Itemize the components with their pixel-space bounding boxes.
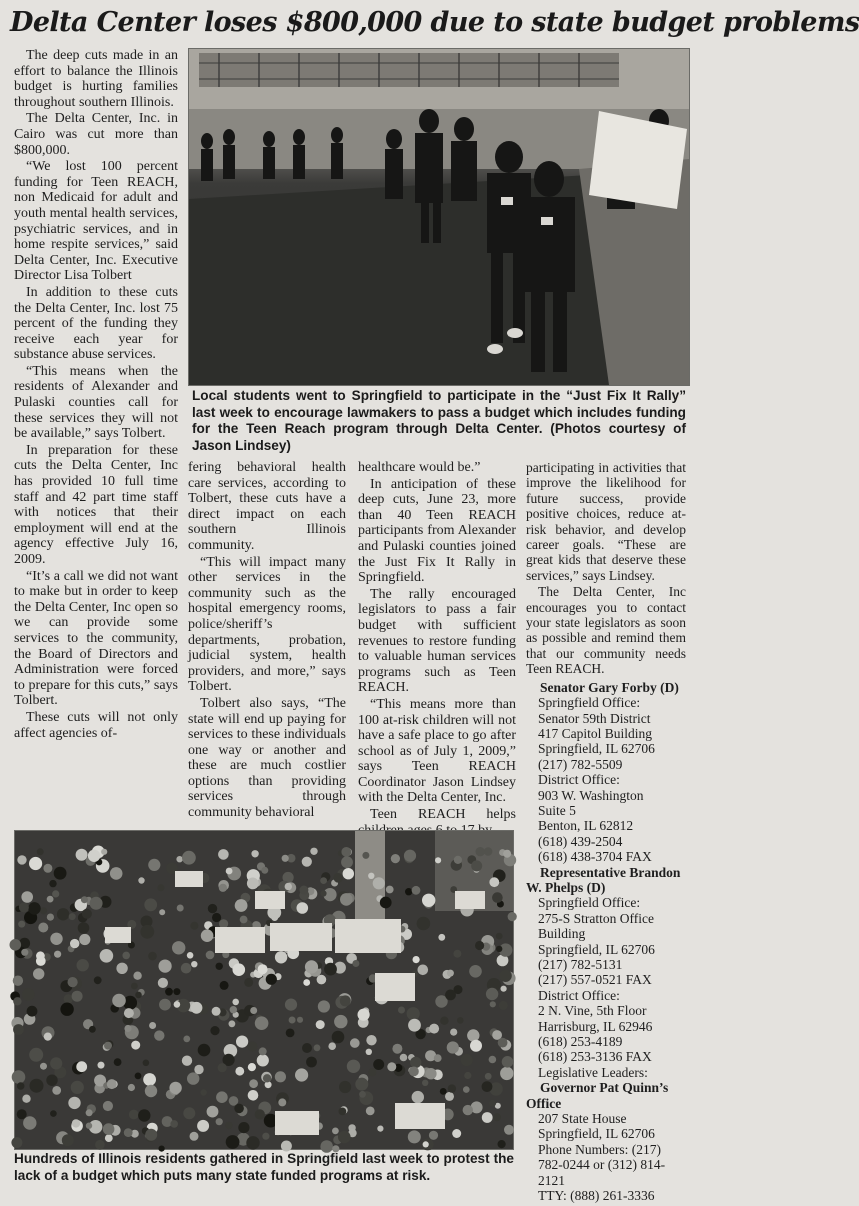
contact-line: TTY: (888) 261-3336 <box>538 1188 655 1204</box>
contact-line: 2 N. Vine, 5th Floor <box>538 1003 647 1019</box>
paragraph: Tolbert also says, “The state will end up paying for services to these individuals one way or another and these are much costlier options than providing services through community behavioral <box>188 695 346 821</box>
article-column-2 <box>188 460 346 826</box>
contact-name: Representative Brandon W. Phelps (D) <box>526 864 681 895</box>
legislator-contacts <box>526 680 686 1204</box>
contact-line: District Office: <box>538 772 620 788</box>
paragraph: “We lost 100 percent funding for Teen REACH, non Medicaid for adult and youth mental health services, psychiatric services, and in home respite services,” said Delta Center, Inc. Executive Director Lisa Tolbert <box>14 159 178 284</box>
article-column-1 <box>14 48 178 824</box>
students-rally-photo <box>188 48 690 386</box>
paragraph: healthcare would be.” <box>358 460 481 475</box>
paragraph: The rally encouraged legislators to pass a fair budget with sufficient revenues to restore funding to valuable human services programs such as Teen REACH. <box>358 586 516 696</box>
contact-line: Phone Numbers: (217) 782-0244 or (312) 814-2121 <box>538 1141 666 1188</box>
contact-line: District Office: <box>538 987 620 1003</box>
contact-line: Harrisburg, IL 62946 <box>538 1018 653 1034</box>
paragraph: fering behavioral health care services, according to Tolbert, these cuts have a direct impact on each southern Illinois community. <box>188 460 346 553</box>
contact-line: (618) 438-3704 FAX <box>538 849 652 865</box>
contact-line: (217) 782-5509 <box>538 756 623 772</box>
contact-line: (618) 439-2504 <box>538 833 623 849</box>
headline: Delta Center loses $800,000 due to state budget problems <box>10 7 859 38</box>
contact-line: 903 W. Washington <box>538 787 644 803</box>
paragraph: Teen REACH helps <box>370 807 516 823</box>
paragraph: In preparation for these cuts the Delta Center, Inc has provided 10 full time staff and 42 part time staff with notices that their employment will end at the agency effective July 16, 2009. <box>14 442 178 567</box>
contact-line: Springfield, IL 62706 <box>538 941 655 957</box>
paragraph: The Delta Center, Inc. in Cairo was cut more than $800,000. <box>14 111 178 158</box>
paragraph: These cuts will not only affect agencies of- <box>14 709 178 741</box>
contact-name: Governor Pat Quinn’s Office <box>526 1080 669 1111</box>
contact-line: 275-S Stratton Office Building <box>538 910 654 942</box>
paragraph: “This means more than 100 at-risk children will not have a safe place to go after school as of July 1, 2009,” says Teen REACH Coordinator Jason Lindsey with the Delta Center, Inc. <box>358 696 516 806</box>
paragraph: “This means when the residents of Alexander and Pulaski counties call for these services they will not be available,” says Tolbert. <box>14 363 178 442</box>
contact-line: 207 State House <box>538 1111 627 1127</box>
contact-line: (217) 782-5131 <box>538 957 623 972</box>
paragraph: In addition to these cuts the Delta Center, Inc. lost 75 percent of the funding they receive each year for substance abuse services. <box>14 284 178 363</box>
contact-line: (618) 253-4189 <box>538 1034 623 1050</box>
article-column-4 <box>526 460 686 1204</box>
photo-caption-crowd: Hundreds of Illinois residents gathered in Springfield last week to protest the lack of a budget which puts many state funded programs at risk. <box>14 1151 514 1183</box>
paragraph: participating in activities that improve the likelihood for future success, provide positive choices, reduce at-risk behavior, and develop career goals. “These are great kids that deserve these services,” says Lindsey. <box>526 460 686 583</box>
crowd-protest-photo <box>14 830 514 1150</box>
contact-name: Senator Gary Forby (D) <box>540 679 679 695</box>
paragraph: “It’s a call we did not want to make but in order to keep the Delta Center, Inc open so we can provide some services to the community, the Board of Directors and Administration were forced to prepare for this cuts,” says Tolbert. <box>14 568 178 709</box>
contact-line: (618) 253-3136 FAX <box>538 1049 652 1065</box>
photo-caption-students: Local students went to Springfield to participate in the “Just Fix It Rally” last week to encourage lawmakers to pass a budget which includes funding for the Teen Reach program through Delta Center. (Photos courtesy of Jason Lindsey) <box>192 388 686 453</box>
contact-line: Senator 59th District <box>538 710 651 726</box>
contact-line: Legislative Leaders: <box>538 1064 648 1080</box>
contact-line: Springfield Office: <box>538 695 641 711</box>
contact-line: (217) 557-0521 FAX <box>538 972 652 988</box>
paragraph: In anticipation of these deep cuts, June 23, more than 40 Teen REACH participants from Alexander and Pulaski counties joined the Just Fix It Rally in Springfield. <box>358 476 516 586</box>
contact-line: 417 Capitol Building <box>538 725 653 741</box>
contact-line: Benton, IL 62812 <box>538 818 634 834</box>
article-column-3 <box>358 460 516 826</box>
contact-line: Suite 5 <box>538 802 576 818</box>
contact-line: Springfield, IL 62706 <box>538 1126 655 1142</box>
contact-line: Springfield Office: <box>538 895 641 911</box>
paragraph: “This will impact many other services in the community such as the hospital emergency rooms, police/sheriff’s departments, probation, judicial system, health providers, and more,” says Tolbert. <box>188 554 346 695</box>
paragraph: The deep cuts made in an effort to balance the Illinois budget is hurting families throughout southern Illinois. <box>14 48 178 110</box>
paragraph: The Delta Center, Inc encourages you to contact your state legislators as soon as possible and remind them that our community needs Teen REACH. <box>526 584 686 677</box>
contact-line: Springfield, IL 62706 <box>538 741 655 757</box>
